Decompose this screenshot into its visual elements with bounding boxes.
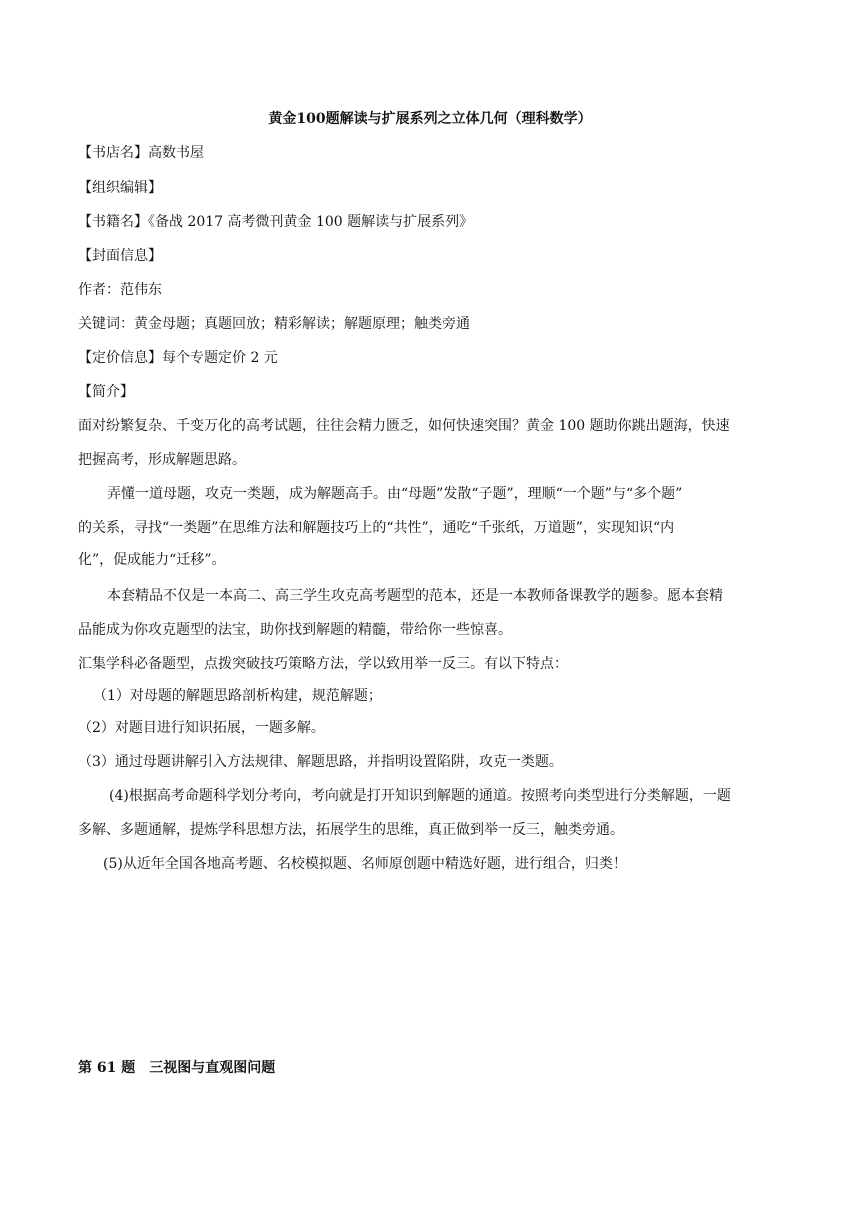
feature-4-line-1: (4)根据高考命题科学划分考向，考向就是打开知识到解题的通道。按照考向类型进行分类解题，一题: [109, 788, 731, 804]
feature-2: （2）对题目进行知识拓展，一题多解。: [78, 720, 325, 736]
document-title: 黄金100题解读与扩展系列之立体几何（理科数学）: [268, 111, 592, 127]
editor-label: 【组织编辑】: [78, 180, 162, 196]
price-info: 【定价信息】每个专题定价 2 元: [78, 350, 278, 366]
intro-paragraph-3-line-2: 品能成为你攻克题型的法宝，助你找到解题的精髓，带给你一些惊喜。: [78, 622, 512, 638]
feature-4-line-2: 多解、多题通解，提炼学科思想方法，拓展学生的思维，真正做到举一反三，触类旁通。: [78, 822, 624, 838]
intro-paragraph-1-line-1: 面对纷繁复杂、千变万化的高考试题，往往会精力匮乏，如何快速突围？黄金 100 题助你跳出题海，快速: [78, 418, 730, 434]
feature-5: (5)从近年全国各地高考题、名校模拟题、名师原创题中精选好题，进行组合，归类！: [103, 856, 627, 872]
keywords: 关键词：黄金母题；真题回放；精彩解读；解题原理；触类旁通: [78, 316, 470, 332]
intro-paragraph-1-line-2: 把握高考，形成解题思路。: [78, 452, 246, 468]
intro-paragraph-2-line-2: 的关系，寻找“一类题”在思维方法和解题技巧上的“共性”，通吃“千张纸，万道题”，实现知识“内: [78, 520, 675, 536]
feature-3: （3）通过母题讲解引入方法规律、解题思路，并指明设置陷阱，攻克一类题。: [78, 754, 563, 770]
intro-paragraph-4: 汇集学科必备题型，点拨突破技巧策略方法，学以致用举一反三。有以下特点：: [78, 656, 568, 672]
book-name: 【书籍名】《备战 2017 高考微刊黄金 100 题解读与扩展系列》: [78, 214, 474, 230]
section-heading: 第 61 题 三视图与直观图问题: [78, 1060, 276, 1076]
intro-paragraph-2-line-1: 弄懂一道母题，攻克一类题，成为解题高手。由“母题”发散“子题”，理顺“一个题”与“多个题”: [107, 486, 683, 502]
intro-paragraph-2-line-3: 化”，促成能力“迁移”。: [78, 552, 226, 568]
feature-1: （1）对母题的解题思路剖析构建，规范解题；: [93, 688, 382, 704]
author: 作者：范伟东: [78, 282, 162, 298]
shop-name: 【书店名】高数书屋: [78, 145, 204, 161]
cover-info-heading: 【封面信息】: [78, 248, 162, 264]
intro-paragraph-3-line-1: 本套精品不仅是一本高二、高三学生攻克高考题型的范本，还是一本教师备课教学的题参。愿本套精: [107, 588, 723, 604]
intro-heading: 【简介】: [78, 384, 134, 400]
